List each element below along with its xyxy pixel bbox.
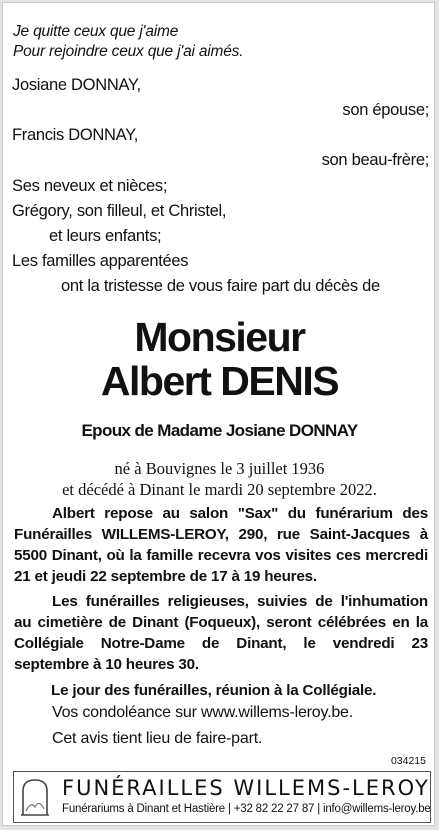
funeral-home-banner bbox=[13, 771, 431, 823]
deceased-title: Monsieur bbox=[134, 314, 305, 360]
deceased-name: Albert DENIS bbox=[100, 358, 339, 404]
notice-line: Cet avis tient lieu de faire-part. bbox=[52, 730, 263, 747]
obituary-notice bbox=[2, 2, 435, 826]
funeral-home-logo-icon bbox=[19, 777, 51, 817]
announcement-line: ont la tristesse de vous faire part du décès de bbox=[61, 277, 380, 295]
funeral-text: Les funérailles religieuses, suivies de l'inhumation au cimetière de Dinant (Foqueux), seront célébrées en la Collégiale Notre-Dame de Dinant, le vendredi 23 septembre à 10 heures 30. bbox=[14, 593, 428, 673]
funeral-paragraph bbox=[14, 591, 428, 675]
family-children: et leurs enfants; bbox=[49, 227, 162, 245]
visitation-text: Albert repose au salon "Sax" du funérarium des Funérailles WILLEMS-LEROY, 290, rue Saint-Jacques à 5500 Dinant, où la famille recevra vos visites ces mercredi 21 et jeudi 22 septembre de 17 à 19 heures. bbox=[14, 505, 428, 585]
funeral-home-brand: FUNÉRAILLES WILLEMS-LEROY bbox=[62, 776, 430, 800]
family-relatives: Les familles apparentées bbox=[12, 252, 189, 270]
visitation-paragraph bbox=[14, 503, 428, 587]
funeral-home-contact: Funérariums à Dinant et Hastière | +32 82 22 27 87 | info@willems-leroy.be bbox=[62, 803, 431, 815]
intro-quote-line-2: Pour rejoindre ceux que j'ai aimés. bbox=[13, 43, 244, 60]
family-role-spouse: son épouse; bbox=[342, 101, 429, 119]
family-godson: Grégory, son filleul, et Christel, bbox=[12, 202, 227, 220]
deceased-spouse-line: Epoux de Madame Josiane DONNAY bbox=[81, 421, 358, 440]
reference-number: 034215 bbox=[390, 755, 426, 767]
family-name-brother-in-law: Francis DONNAY, bbox=[12, 126, 139, 144]
family-nephews: Ses neveux et nièces; bbox=[12, 177, 168, 195]
meeting-line: Le jour des funérailles, réunion à la Collégiale. bbox=[51, 682, 377, 699]
family-role-brother-in-law: son beau-frère; bbox=[321, 151, 429, 169]
condolence-line: Vos condoléance sur www.willems-leroy.be. bbox=[52, 704, 353, 721]
death-line: et décédé à Dinant le mardi 20 septembre 2022. bbox=[62, 480, 377, 499]
intro-quote-line-1: Je quitte ceux que j'aime bbox=[13, 23, 179, 40]
family-name-spouse: Josiane DONNAY, bbox=[12, 76, 141, 94]
birth-line: né à Bouvignes le 3 juillet 1936 bbox=[114, 459, 325, 478]
